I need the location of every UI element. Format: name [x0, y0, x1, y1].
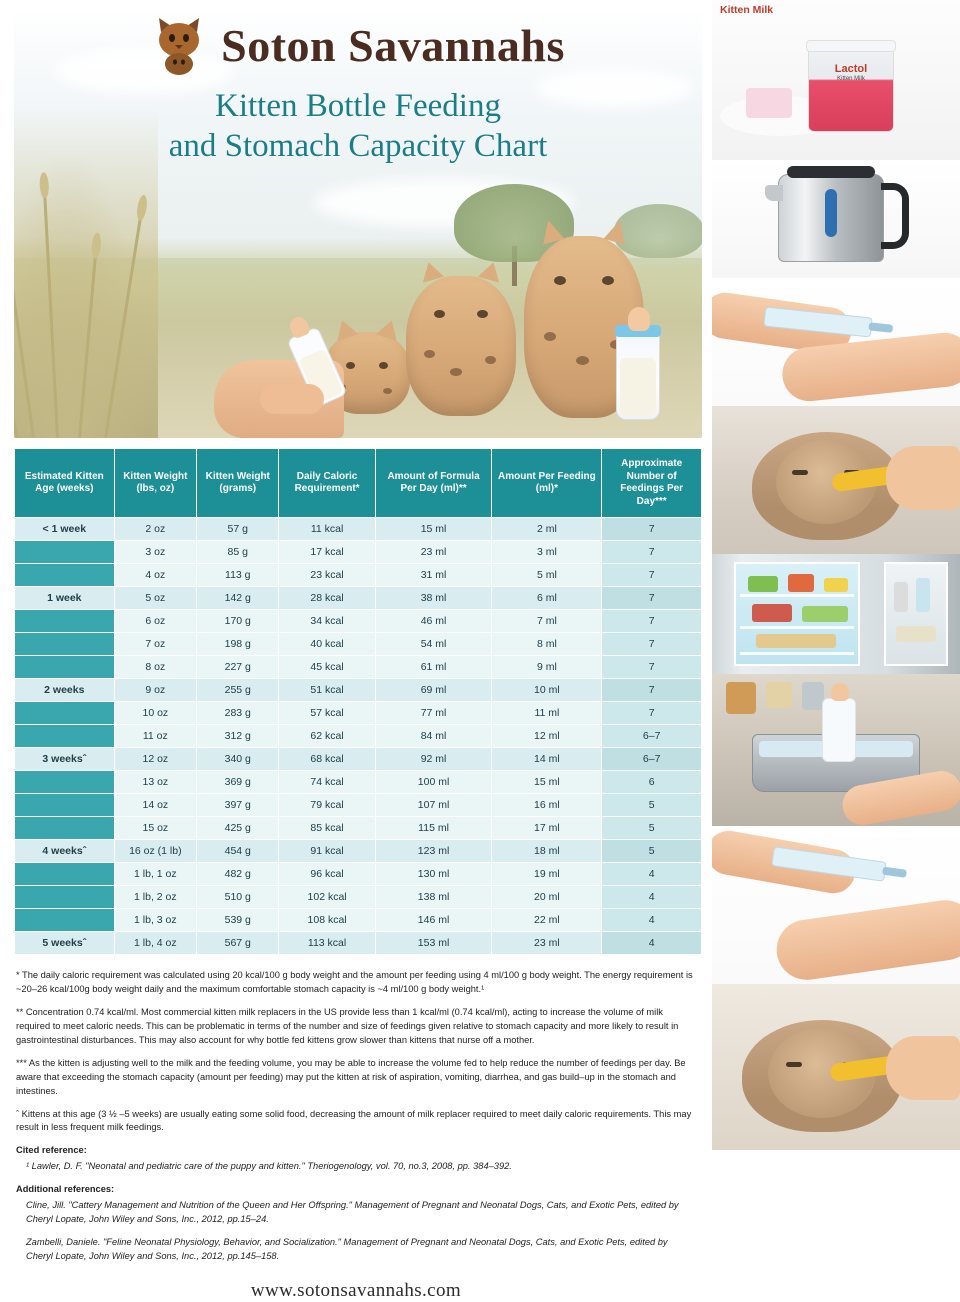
- photo-kitten-milk: [712, 0, 960, 160]
- cell-kcal: 34 kcal: [279, 610, 375, 633]
- cell-formula-per-day: 123 ml: [375, 840, 492, 863]
- fridge-interior: [734, 562, 860, 666]
- cell-kcal: 57 kcal: [279, 702, 375, 725]
- cell-kcal: 79 kcal: [279, 794, 375, 817]
- cell-age: < 1 week: [15, 518, 115, 541]
- cell-weight-lbs: 11 oz: [114, 725, 196, 748]
- cell-amount-per-feeding: 20 ml: [492, 886, 602, 909]
- table-row: [15, 679, 702, 702]
- cell-formula-per-day: 77 ml: [375, 702, 492, 725]
- cell-weight-lbs: 4 oz: [114, 564, 196, 587]
- cell-formula-per-day: 54 ml: [375, 633, 492, 656]
- cell-age: [15, 702, 115, 725]
- cell-age: 5 weeksˆ: [15, 932, 115, 955]
- col-header-weight-lbs: Kitten Weight (lbs, oz): [114, 449, 196, 518]
- cell-weight-grams: 170 g: [197, 610, 279, 633]
- cell-amount-per-feeding: 18 ml: [492, 840, 602, 863]
- col-header-weight-g: Kitten Weight (grams): [197, 449, 279, 518]
- cell-formula-per-day: 69 ml: [375, 679, 492, 702]
- additional-references-heading: Additional references:: [16, 1184, 115, 1195]
- cell-feedings-per-day: 7: [602, 702, 702, 725]
- cell-age: 4 weeksˆ: [15, 840, 115, 863]
- photo-label-kitten-milk: Kitten Milk: [720, 4, 774, 16]
- cell-weight-grams: 454 g: [197, 840, 279, 863]
- product-subtitle: Kitten Milk: [837, 76, 865, 82]
- photo-sidebar: [712, 0, 960, 1302]
- cell-weight-lbs: 10 oz: [114, 702, 196, 725]
- cell-amount-per-feeding: 15 ml: [492, 771, 602, 794]
- cell-age: [15, 610, 115, 633]
- table-row: [15, 909, 702, 932]
- cell-age: [15, 656, 115, 679]
- cited-reference-1: ¹ Lawler, D. F. "Neonatal and pediatric care of the puppy and kitten." Theriogenology, vol. 70, no.3, 2008, pp. 384–392.: [26, 1161, 512, 1172]
- cell-formula-per-day: 146 ml: [375, 909, 492, 932]
- table-row: [15, 725, 702, 748]
- cell-weight-grams: 113 g: [197, 564, 279, 587]
- cell-weight-lbs: 1 lb, 1 oz: [114, 863, 196, 886]
- table-row: [15, 817, 702, 840]
- cell-amount-per-feeding: 16 ml: [492, 794, 602, 817]
- cell-age: [15, 886, 115, 909]
- cell-formula-per-day: 100 ml: [375, 771, 492, 794]
- cell-weight-lbs: 3 oz: [114, 541, 196, 564]
- col-header-feedings: Approximate Number of Feedings Per Day***: [602, 449, 702, 518]
- cell-weight-lbs: 1 lb, 3 oz: [114, 909, 196, 932]
- cell-kcal: 85 kcal: [279, 817, 375, 840]
- cell-formula-per-day: 115 ml: [375, 817, 492, 840]
- cell-formula-per-day: 46 ml: [375, 610, 492, 633]
- cell-age: [15, 863, 115, 886]
- table-row: [15, 564, 702, 587]
- cell-feedings-per-day: 7: [602, 541, 702, 564]
- cell-weight-grams: 340 g: [197, 748, 279, 771]
- cell-age: [15, 541, 115, 564]
- table-header-row: [15, 449, 702, 518]
- cell-kcal: 45 kcal: [279, 656, 375, 679]
- table-row: [15, 748, 702, 771]
- cell-amount-per-feeding: 22 ml: [492, 909, 602, 932]
- table-row: [15, 702, 702, 725]
- bottle-icon: [822, 698, 856, 762]
- photo-kitten-close-up: [712, 984, 960, 1150]
- cell-amount-per-feeding: 9 ml: [492, 656, 602, 679]
- cell-formula-per-day: 38 ml: [375, 587, 492, 610]
- cat-head-icon: [151, 14, 207, 76]
- cell-amount-per-feeding: 19 ml: [492, 863, 602, 886]
- cell-amount-per-feeding: 14 ml: [492, 748, 602, 771]
- cell-weight-lbs: 5 oz: [114, 587, 196, 610]
- kitten-middle: [406, 276, 516, 416]
- cell-weight-lbs: 8 oz: [114, 656, 196, 679]
- cell-weight-grams: 198 g: [197, 633, 279, 656]
- cell-formula-per-day: 84 ml: [375, 725, 492, 748]
- cell-weight-lbs: 15 oz: [114, 817, 196, 840]
- cell-feedings-per-day: 4: [602, 909, 702, 932]
- cell-feedings-per-day: 6–7: [602, 725, 702, 748]
- cell-age: [15, 909, 115, 932]
- cell-weight-grams: 369 g: [197, 771, 279, 794]
- cell-amount-per-feeding: 11 ml: [492, 702, 602, 725]
- cell-age: [15, 771, 115, 794]
- col-header-per-feed: Amount Per Feeding (ml)*: [492, 449, 602, 518]
- hero-illustration: [14, 8, 702, 438]
- cell-weight-grams: 397 g: [197, 794, 279, 817]
- cell-weight-grams: 227 g: [197, 656, 279, 679]
- cell-formula-per-day: 138 ml: [375, 886, 492, 909]
- table-row: [15, 656, 702, 679]
- cell-amount-per-feeding: 6 ml: [492, 587, 602, 610]
- cell-weight-grams: 85 g: [197, 541, 279, 564]
- hand-illustration: [886, 1036, 960, 1100]
- photo-bottle-warming-pan: [712, 674, 960, 826]
- cell-weight-lbs: 16 oz (1 lb): [114, 840, 196, 863]
- table-row: [15, 541, 702, 564]
- cell-kcal: 68 kcal: [279, 748, 375, 771]
- cell-weight-lbs: 6 oz: [114, 610, 196, 633]
- cell-formula-per-day: 153 ml: [375, 932, 492, 955]
- cell-kcal: 113 kcal: [279, 932, 375, 955]
- table-row: [15, 633, 702, 656]
- cell-age: [15, 725, 115, 748]
- cell-weight-grams: 255 g: [197, 679, 279, 702]
- kitten-photo-bg: [712, 406, 960, 554]
- cell-formula-per-day: 61 ml: [375, 656, 492, 679]
- cell-weight-lbs: 1 lb, 2 oz: [114, 886, 196, 909]
- feeding-chart-table: [14, 448, 702, 955]
- bottle-icon: [616, 328, 660, 420]
- cell-feedings-per-day: 5: [602, 794, 702, 817]
- cell-formula-per-day: 92 ml: [375, 748, 492, 771]
- cell-feedings-per-day: 7: [602, 518, 702, 541]
- cell-weight-grams: 482 g: [197, 863, 279, 886]
- cell-weight-grams: 283 g: [197, 702, 279, 725]
- cell-formula-per-day: 130 ml: [375, 863, 492, 886]
- table-row: [15, 794, 702, 817]
- photo-refrigerator: [712, 554, 960, 674]
- cell-age: 2 weeks: [15, 679, 115, 702]
- cell-kcal: 11 kcal: [279, 518, 375, 541]
- cell-feedings-per-day: 7: [602, 564, 702, 587]
- footnote-3: *** As the kitten is adjusting well to the milk and the feeding volume, you may be able to increase the volume fed to help reduce the number of feedings per day. Be aware that exceeding the stomach capacity (amount per feeding) may put the kitten at risk of aspiration, vomiting, diarrhea, and gas build–up in the stomach and intestines.: [16, 1057, 686, 1096]
- stove-top: [712, 674, 960, 826]
- table-row: [15, 610, 702, 633]
- hand-illustration: [886, 446, 960, 510]
- table-row: [15, 863, 702, 886]
- cell-feedings-per-day: 5: [602, 817, 702, 840]
- cell-feedings-per-day: 6: [602, 771, 702, 794]
- photo-kitten-syringe-feeding: [712, 406, 960, 554]
- cell-weight-grams: 142 g: [197, 587, 279, 610]
- table-row: [15, 840, 702, 863]
- cell-feedings-per-day: 7: [602, 656, 702, 679]
- cell-age: [15, 817, 115, 840]
- cell-kcal: 23 kcal: [279, 564, 375, 587]
- cell-amount-per-feeding: 7 ml: [492, 610, 602, 633]
- cell-feedings-per-day: 7: [602, 679, 702, 702]
- cell-weight-lbs: 7 oz: [114, 633, 196, 656]
- cell-weight-lbs: 13 oz: [114, 771, 196, 794]
- cell-feedings-per-day: 4: [602, 863, 702, 886]
- cell-kcal: 102 kcal: [279, 886, 375, 909]
- cell-kcal: 91 kcal: [279, 840, 375, 863]
- cell-feedings-per-day: 7: [602, 633, 702, 656]
- cell-kcal: 17 kcal: [279, 541, 375, 564]
- table-body: [15, 518, 702, 955]
- feeding-chart-table-wrapper: [14, 448, 702, 955]
- fridge-body: [712, 554, 960, 674]
- kitten-photo-bg: [712, 984, 960, 1150]
- cell-amount-per-feeding: 5 ml: [492, 564, 602, 587]
- cell-feedings-per-day: 5: [602, 840, 702, 863]
- cell-feedings-per-day: 4: [602, 886, 702, 909]
- cell-formula-per-day: 107 ml: [375, 794, 492, 817]
- hand-fingers: [260, 384, 324, 414]
- cell-amount-per-feeding: 23 ml: [492, 932, 602, 955]
- hand-right: [773, 896, 960, 983]
- cell-age: [15, 564, 115, 587]
- cell-weight-lbs: 12 oz: [114, 748, 196, 771]
- cell-weight-grams: 425 g: [197, 817, 279, 840]
- col-header-formula: Amount of Formula Per Day (ml)**: [375, 449, 492, 518]
- cell-weight-lbs: 2 oz: [114, 518, 196, 541]
- cell-age: 3 weeksˆ: [15, 748, 115, 771]
- cell-feedings-per-day: 7: [602, 587, 702, 610]
- footnote-1: * The daily caloric requirement was calculated using 20 kcal/100 g body weight and the amount per feeding using 4 ml/100 g body weight. The energy requirement is ~20–26 kcal/100g body weight daily and the maximum comfortable stomach capacity is ~4 ml/100 g body weight.¹: [16, 970, 693, 994]
- lactol-tub: [808, 46, 894, 132]
- cell-kcal: 51 kcal: [279, 679, 375, 702]
- cited-reference-heading: Cited reference:: [16, 1145, 87, 1156]
- photo-syringe-hand: [712, 278, 960, 406]
- cell-kcal: 96 kcal: [279, 863, 375, 886]
- cell-amount-per-feeding: 10 ml: [492, 679, 602, 702]
- cell-weight-lbs: 1 lb, 4 oz: [114, 932, 196, 955]
- footnote-2: ** Concentration 0.74 kcal/ml. Most commercial kitten milk replacers in the US provide less than 1 kcal/ml (0.74 kcal/ml), acting to increase the volume of milk required to meet caloric needs. This can be problematic in terms of the number and size of feedings given relative to stomach capacity and more likely to result in gastrointestinal disturbances. This may also account for why bottle fed kittens grow slower than kittens that nurse off a mother.: [16, 1006, 679, 1045]
- product-name: Lactol: [834, 63, 868, 75]
- website-url[interactable]: www.sotonsavannahs.com: [250, 1279, 462, 1301]
- subtitle-line-1: Kitten Bottle Feeding: [215, 88, 501, 124]
- cell-formula-per-day: 31 ml: [375, 564, 492, 587]
- cell-amount-per-feeding: 2 ml: [492, 518, 602, 541]
- cell-weight-lbs: 9 oz: [114, 679, 196, 702]
- title-block: [14, 14, 702, 167]
- col-header-kcal: Daily Caloric Requirement*: [279, 449, 375, 518]
- measuring-scoop-icon: [746, 88, 792, 118]
- cell-amount-per-feeding: 12 ml: [492, 725, 602, 748]
- cell-kcal: 28 kcal: [279, 587, 375, 610]
- table-row: [15, 886, 702, 909]
- cell-feedings-per-day: 6–7: [602, 748, 702, 771]
- cell-amount-per-feeding: 3 ml: [492, 541, 602, 564]
- page-title: Soton Savannahs: [221, 19, 565, 71]
- cell-amount-per-feeding: 17 ml: [492, 817, 602, 840]
- cell-weight-grams: 539 g: [197, 909, 279, 932]
- cell-feedings-per-day: 4: [602, 932, 702, 955]
- cell-age: [15, 633, 115, 656]
- cell-amount-per-feeding: 8 ml: [492, 633, 602, 656]
- cell-weight-grams: 57 g: [197, 518, 279, 541]
- cell-weight-grams: 510 g: [197, 886, 279, 909]
- cell-kcal: 62 kcal: [279, 725, 375, 748]
- cell-formula-per-day: 15 ml: [375, 518, 492, 541]
- cell-weight-lbs: 14 oz: [114, 794, 196, 817]
- cell-weight-grams: 567 g: [197, 932, 279, 955]
- cell-age: [15, 794, 115, 817]
- footnotes: [16, 969, 696, 1264]
- table-row: [15, 587, 702, 610]
- additional-reference-2: Zambelli, Daniele. "Feline Neonatal Physiology, Behavior, and Socialization." Management of Pregnant and Neonatal Dogs, Cats, and Exotic Pets, edited by Cheryl Lopate, John Wiley and Sons, Inc., 2012, pp.145–158.: [26, 1237, 668, 1261]
- table-row: [15, 518, 702, 541]
- footnote-4: ˆ Kittens at this age (3 ½ –5 weeks) are usually eating some solid food, decreasing the amount of milk replacer required to meet daily caloric requirements. This may result in less frequent milk feedings.: [16, 1108, 692, 1133]
- photo-drawing-formula: [712, 826, 960, 984]
- cell-feedings-per-day: 7: [602, 610, 702, 633]
- subtitle: [14, 86, 702, 167]
- col-header-age: Estimated Kitten Age (weeks): [15, 449, 115, 518]
- photo-electric-kettle: [712, 160, 960, 278]
- additional-reference-1: Cline, Jill. "Cattery Management and Nutrition of the Queen and Her Offspring." Management of Pregnant and Neonatal Dogs, Cats, and Exotic Pets, edited by Cheryl Lopate, John Wiley and Sons, Inc., 2012, pp.15–24.: [26, 1200, 679, 1225]
- table-row: [15, 771, 702, 794]
- fridge-door: [884, 562, 948, 666]
- cell-formula-per-day: 23 ml: [375, 541, 492, 564]
- table-row: [15, 932, 702, 955]
- cell-kcal: 40 kcal: [279, 633, 375, 656]
- cell-age: 1 week: [15, 587, 115, 610]
- subtitle-line-2: and Stomach Capacity Chart: [168, 128, 548, 165]
- cell-kcal: 74 kcal: [279, 771, 375, 794]
- kettle-icon: [778, 174, 884, 262]
- cell-kcal: 108 kcal: [279, 909, 375, 932]
- cell-weight-grams: 312 g: [197, 725, 279, 748]
